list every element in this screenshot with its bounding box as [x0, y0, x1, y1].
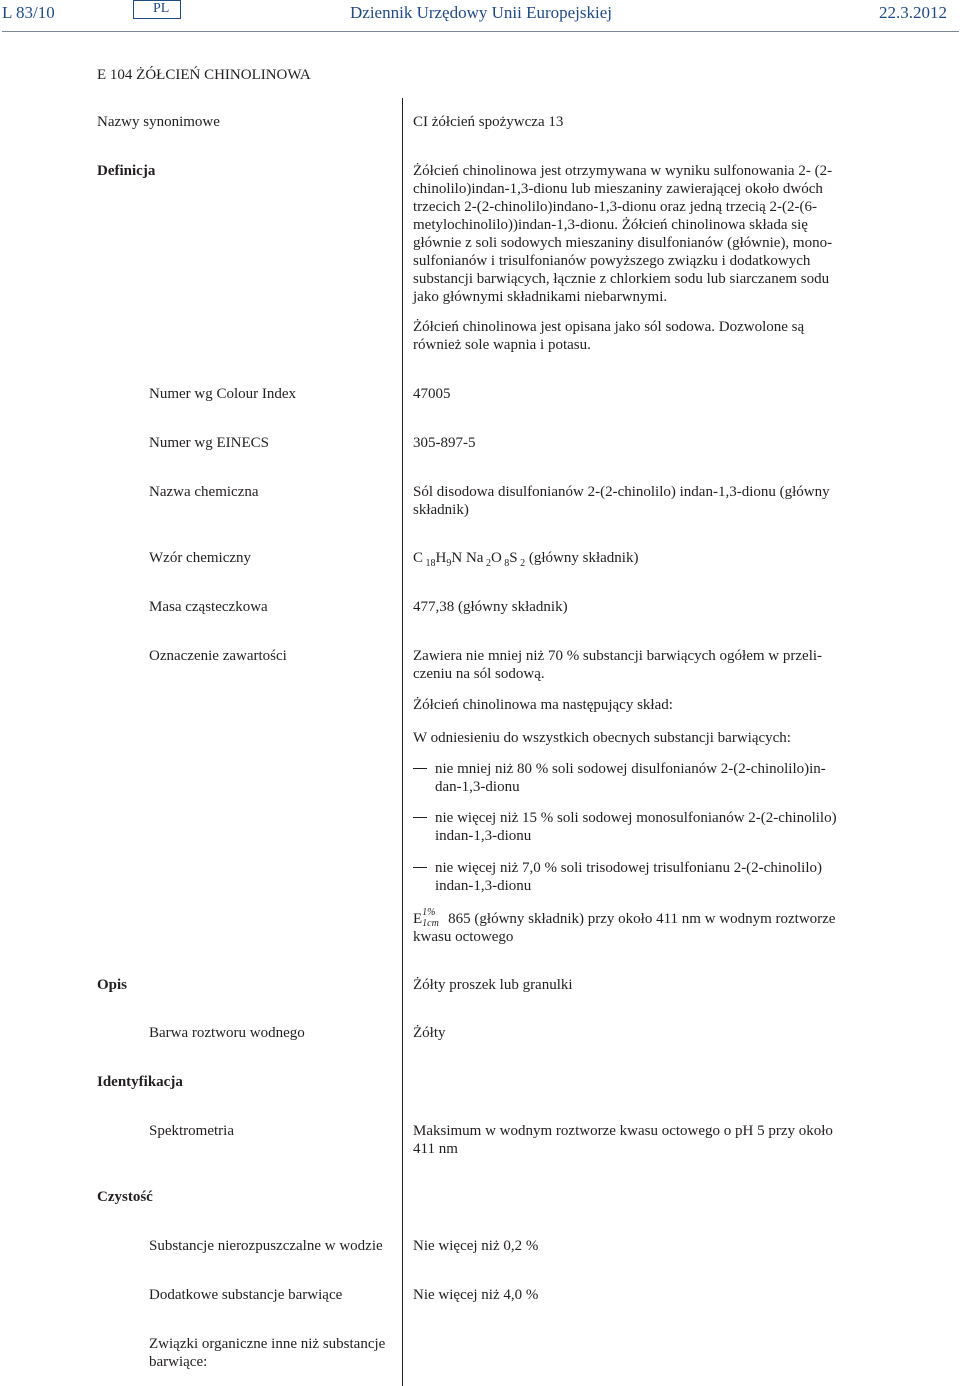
spectrometry-line: Maksimum w wodnym roztworze kwasu octowego o pH 5 przy około: [413, 1123, 833, 1139]
description-value: Żółty proszek lub granulki: [413, 977, 573, 993]
extinction-value: [413, 907, 862, 946]
dash-marker: [413, 867, 427, 868]
publication-date: 22.3.2012: [879, 3, 947, 22]
definition-line: głównie z soli sodowych mieszaniny disulfonianów (głównie), mono-: [413, 235, 833, 251]
chemical-name-line: składnik): [413, 502, 469, 518]
einecs-label: Numer wg EINECS: [149, 435, 269, 451]
dash-marker: [413, 768, 427, 769]
extinction-symbol: E: [413, 911, 423, 927]
organic-compounds-line: barwiące:: [149, 1354, 208, 1370]
composition-item-line: nie więcej niż 7,0 % soli trisodowej trisulfonianu 2-(2-chinolilo): [435, 860, 822, 876]
synonyms-value: CI żółcień spożywcza 13: [413, 114, 564, 130]
insoluble-value: Nie więcej niż 0,2 %: [413, 1238, 539, 1254]
organic-compounds-line: Związki organiczne inne niż substancje: [149, 1336, 386, 1352]
purity-label: Czystość: [97, 1189, 153, 1205]
composition-item: [413, 809, 862, 845]
spectrometry-value: [413, 1122, 862, 1158]
description-label: Opis: [97, 977, 128, 993]
formula-label: Wzór chemiczny: [149, 550, 252, 566]
extinction-indices: 1% 1cm: [422, 907, 439, 929]
definition-label: Definicja: [97, 163, 156, 179]
journal-title: Dziennik Urzędowy Unii Europejskiej: [350, 3, 613, 22]
chemical-name-line: Sól disodowa disulfonianów 2-(2-chinolilo) indan-1,3-dionu (główny: [413, 484, 830, 500]
spectrometry-label: Spektrometria: [149, 1123, 234, 1139]
colour-index-value: 47005: [413, 386, 451, 402]
subsidiary-colours-label: Dodatkowe substancje barwiące: [149, 1287, 343, 1303]
relative-intro: W odniesieniu do wszystkich obecnych substancji barwiących:: [413, 730, 791, 746]
formula-value: C $_{18}H_9N$ Na $_2$O $_8$S $_2$ (główny składnik): [413, 550, 639, 569]
composition-item-line: nie więcej niż 15 % soli sodowej monosulfonianów 2-(2-chinolilo): [435, 810, 837, 826]
extinction-line: 865 (główny składnik) przy około 411 nm w wodnym roztworze: [448, 911, 836, 927]
assay-line: czeniu na sól sodową.: [413, 666, 545, 682]
einecs-value: 305-897-5: [413, 435, 476, 451]
definition-paragraph-1: [413, 162, 862, 306]
assay-line: Zawiera nie mniej niż 70 % substancji barwiących ogółem w przeli-: [413, 648, 823, 664]
composition-item-line: indan-1,3-dionu: [435, 828, 532, 844]
page-reference: L 83/10: [2, 3, 55, 22]
insoluble-label: Substancje nierozpuszczalne w wodzie: [149, 1238, 383, 1254]
definition-line: metylochinolilo))indan-1,3-dionu. Żółcień chinolinowa składa się: [413, 217, 808, 233]
definition-paragraph-2: [413, 318, 862, 354]
definition-line: substancji barwiących, łącznie z chlorkiem sodu lub siarczanem sodu: [413, 271, 830, 287]
composition-intro: Żółcień chinolinowa ma następujący skład:: [413, 697, 673, 713]
composition-item: [413, 760, 862, 796]
organic-compounds-label: [149, 1335, 385, 1371]
additive-title: E 104 ŻÓŁCIEŃ CHINOLINOWA: [97, 67, 311, 83]
composition-item-line: nie mniej niż 80 % soli sodowej disulfonianów 2-(2-chinolilo)in-: [435, 761, 826, 777]
chemical-name-value: [413, 483, 862, 519]
chemical-name-label: Nazwa chemiczna: [149, 484, 259, 500]
language-badge: PL: [153, 1, 170, 16]
dash-marker: [413, 817, 427, 818]
composition-item-line: dan-1,3-dionu: [435, 779, 520, 795]
definition-line: Żółcień chinolinowa jest opisana jako sól sodowa. Dozwolone są: [413, 319, 805, 335]
composition-item-line: indan-1,3-dionu: [435, 878, 532, 894]
definition-line: Żółcień chinolinowa jest otrzymywana w wyniku sulfonowania 2- (2-: [413, 163, 833, 179]
synonyms-label: Nazwy synonimowe: [97, 114, 220, 130]
molar-mass-label: Masa cząsteczkowa: [149, 599, 268, 615]
definition-line: również sole wapnia i potasu.: [413, 337, 591, 353]
spectrometry-line: 411 nm: [413, 1141, 458, 1157]
composition-item: [413, 859, 862, 895]
definition-line: chinolilo)indan-1,3-dionu lub mieszaniny zawierającej około dwóch: [413, 181, 823, 197]
solution-colour-value: Żółty: [413, 1025, 446, 1041]
subsidiary-colours-value: Nie więcej niż 4,0 %: [413, 1287, 539, 1303]
definition-line: sulfonianów i trisulfonianów powyższego związku i dodatkowych: [413, 253, 811, 269]
identification-label: Identyfikacja: [97, 1074, 183, 1090]
assay-value: [413, 647, 862, 683]
assay-label: Oznaczenie zawartości: [149, 648, 287, 664]
column-divider: [402, 98, 403, 1386]
definition-line: jako głównymi składnikami niebarwnymi.: [413, 289, 668, 305]
definition-line: trzecich 2-(2-chinolilo)indano-1,3-dionu oraz jedną trzecią 2-(2-(6-: [413, 199, 817, 215]
colour-index-label: Numer wg Colour Index: [149, 386, 297, 402]
header-rule: [2, 31, 959, 32]
molar-mass-value: 477,38 (główny składnik): [413, 599, 568, 615]
solution-colour-label: Barwa roztworu wodnego: [149, 1025, 305, 1041]
extinction-line: kwasu octowego: [413, 929, 514, 945]
